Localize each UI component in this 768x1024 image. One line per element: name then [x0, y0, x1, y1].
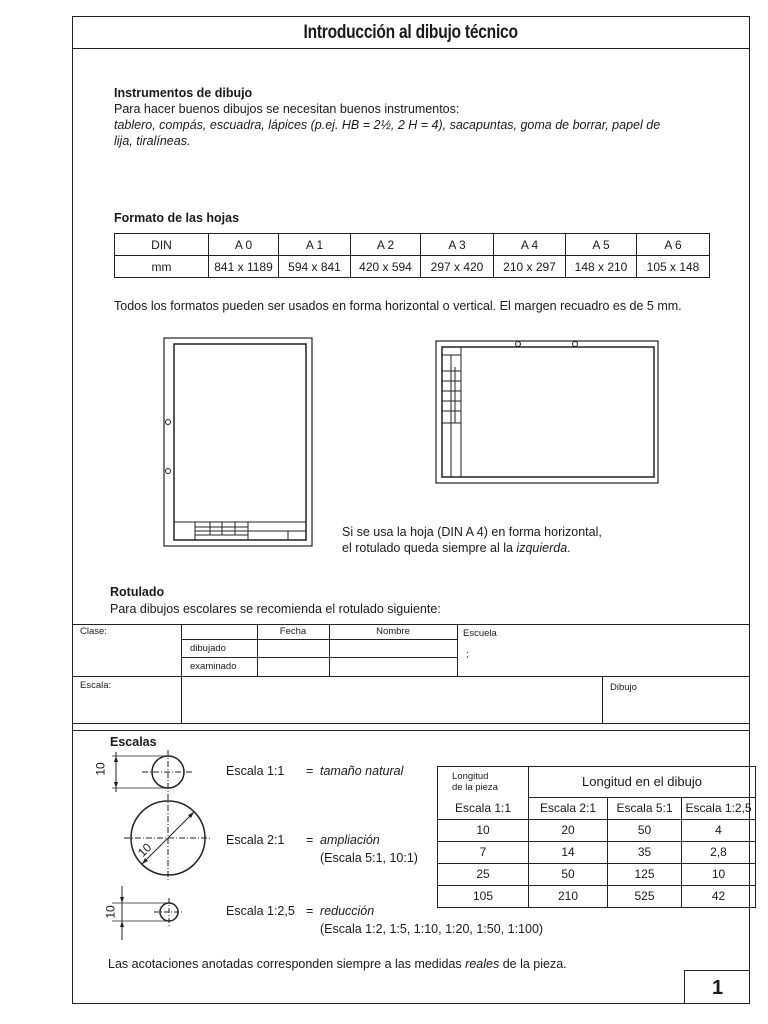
page-number: 1 [684, 970, 750, 1004]
table-cell: 50 [608, 819, 682, 841]
escala-label: Escala: [80, 680, 112, 691]
col-header: Escala 2:1 [529, 797, 608, 819]
din-format-table [114, 233, 710, 278]
din-size: A 2 [351, 234, 421, 256]
table-cell: 10 [438, 819, 529, 841]
din-size: A 4 [494, 234, 566, 256]
table-cell: 7 [438, 841, 529, 863]
title-block [72, 624, 750, 724]
scale-1-1-eq: = [306, 764, 314, 778]
scale-table [437, 766, 756, 908]
divider [602, 676, 603, 724]
dim-2-1: 10 [135, 840, 155, 860]
row-line [181, 657, 457, 658]
scale-2-1-label: Escala 2:1 [226, 833, 285, 847]
scale-2-1-eq: = [306, 833, 314, 847]
escuela-label: Escuela [463, 628, 497, 639]
caption-italic: izquierda [516, 541, 568, 555]
caption-end: . [567, 541, 571, 555]
din-label: DIN [115, 234, 209, 256]
mm-value: 420 x 594 [351, 256, 421, 278]
scale-1-2-5-desc: reducción [320, 904, 375, 918]
din-size: A 3 [421, 234, 494, 256]
table-cell: 4 [682, 819, 756, 841]
sheet-caption-line1: Si se usa la hoja (DIN A 4) en forma horizontal, [342, 525, 602, 539]
mm-value: 210 x 297 [494, 256, 566, 278]
fecha-label: Fecha [279, 626, 307, 637]
dim-1-2-5: 10 [103, 905, 118, 919]
table-cell: 2,8 [682, 841, 756, 863]
table-row [438, 841, 756, 863]
col-header: Escala 1:2,5 [682, 797, 756, 819]
section-divider [72, 730, 750, 731]
header-line: de la pieza [452, 782, 498, 793]
header-line: Longitud [452, 771, 489, 782]
divider [457, 624, 458, 676]
row-line [181, 639, 457, 640]
dibujado-label: dibujado [190, 643, 226, 654]
mm-value: 594 x 841 [279, 256, 351, 278]
table-row [438, 863, 756, 885]
sheet-caption-line2 [342, 540, 571, 556]
mm-value: 148 x 210 [566, 256, 637, 278]
examinado-label: examinado [190, 661, 237, 672]
din-size: A 6 [637, 234, 710, 256]
instrumentos-heading: Instrumentos de dibujo [114, 86, 253, 100]
title-bar [73, 17, 749, 49]
dim-1-1: 10 [93, 762, 108, 776]
footer-text: Las acotaciones anotadas corresponden siempre a las medidas [108, 957, 466, 971]
table-cell: 14 [529, 841, 608, 863]
col-dibujo-header: Longitud en el dibujo [529, 767, 756, 798]
din-size: A 0 [209, 234, 279, 256]
mm-value: 841 x 1189 [209, 256, 279, 278]
rotulado-intro: Para dibujos escolares se recomienda el rotulado siguiente: [110, 602, 441, 616]
instrumentos-line2: tablero, compás, escuadra, lápices (p.ej. HB = 2½, 2 H = 4), sacapuntas, goma de borrar, papel de [114, 118, 661, 132]
mm-value: 297 x 420 [421, 256, 494, 278]
title-block-top [72, 624, 750, 625]
mm-label: mm [115, 256, 209, 278]
rotulado-heading: Rotulado [110, 585, 165, 599]
col-header: Escala 1:1 [438, 797, 529, 819]
table-cell: 525 [608, 885, 682, 907]
instrumentos-line3: lija, tiralíneas. [114, 134, 191, 148]
horizontal-sheet-diagram [434, 337, 662, 485]
mm-value: 105 x 148 [637, 256, 710, 278]
table-cell: 25 [438, 863, 529, 885]
escuela-mark: ; [466, 649, 469, 660]
table-cell: 50 [529, 863, 608, 885]
table-cell: 125 [608, 863, 682, 885]
scale-1-2-5-eq: = [306, 904, 314, 918]
formato-note: Todos los formatos pueden ser usados en forma horizontal o vertical. El margen recuadro es de 5 mm. [114, 299, 682, 313]
page-title: Introducción al dibujo técnico [303, 22, 519, 43]
col-pieza-header [438, 767, 529, 798]
caption-text: el rotulado queda siempre al la [342, 541, 517, 555]
escalas-heading: Escalas [110, 735, 157, 749]
scale-1-2-5-label: Escala 1:2,5 [226, 904, 295, 918]
table-row [438, 885, 756, 907]
title-block-mid [72, 676, 750, 677]
table-cell: 20 [529, 819, 608, 841]
table-cell: 42 [682, 885, 756, 907]
din-size: A 5 [566, 234, 637, 256]
table-cell: 210 [529, 885, 608, 907]
instrumentos-line1: Para hacer buenos dibujos se necesitan buenos instrumentos: [114, 102, 460, 116]
escalas-footer [108, 956, 567, 972]
table-cell: 35 [608, 841, 682, 863]
table-row [438, 819, 756, 841]
table-cell: 10 [682, 863, 756, 885]
scale-1-2-5-sub: (Escala 1:2, 1:5, 1:10, 1:20, 1:50, 1:100) [320, 922, 544, 936]
din-size: A 1 [279, 234, 351, 256]
footer-italic: reales [465, 957, 500, 971]
scale-1-1-desc: tamaño natural [320, 764, 404, 778]
footer-end: de la pieza. [499, 957, 567, 971]
col-header: Escala 5:1 [608, 797, 682, 819]
nombre-label: Nombre [376, 626, 410, 637]
scale-2-1-sub: (Escala 5:1, 10:1) [320, 851, 418, 865]
vertical-sheet-diagram [160, 334, 316, 550]
table-cell: 105 [438, 885, 529, 907]
title-block-bottom [72, 723, 750, 724]
dibujo-label: Dibujo [610, 682, 637, 693]
clase-label: Clase: [80, 626, 107, 637]
scale-1-1-label: Escala 1:1 [226, 764, 285, 778]
formato-heading: Formato de las hojas [114, 211, 240, 225]
scale-2-1-desc: ampliación [320, 833, 380, 847]
